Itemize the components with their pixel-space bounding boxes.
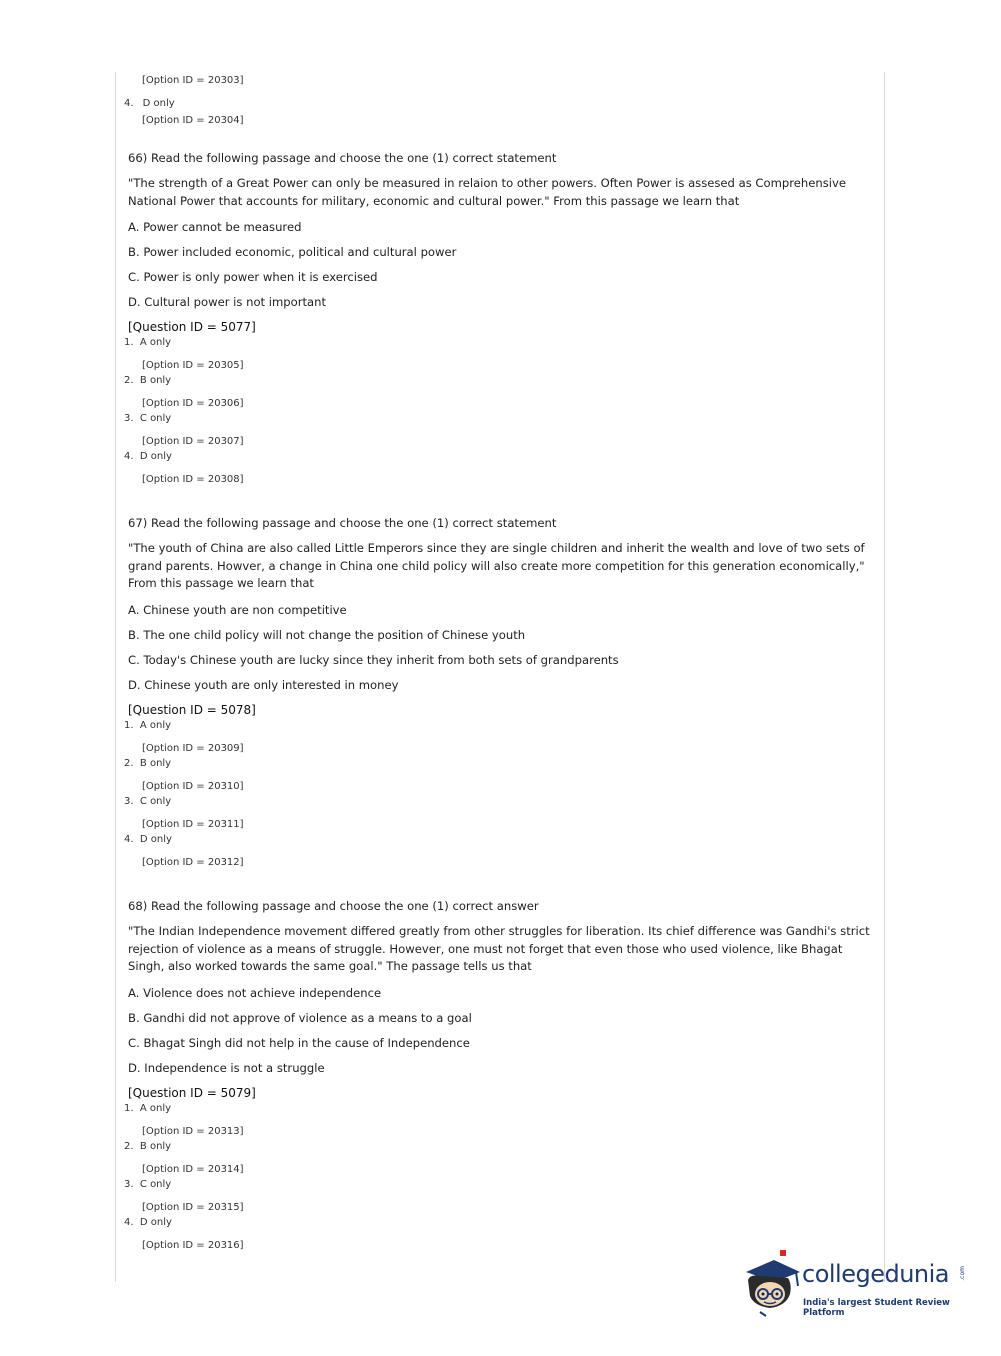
mascot-icon: [740, 1250, 804, 1320]
option-2: [124, 1140, 874, 1177]
question-passage: "The youth of China are also called Little Emperors since they are single children and inherit the wealth and love of two sets of grand parents. Howver, a change in China one child policy will also create more competition for this generation economically," From this passage we learn that: [128, 541, 865, 590]
option-label: C only: [139, 795, 172, 807]
question-id: [Question ID = 5079]: [128, 1085, 256, 1100]
statement-b: B. Power included economic, political and cultural power: [128, 245, 457, 259]
option-1: [124, 336, 874, 373]
option-3: [124, 1178, 874, 1215]
option-id: [Option ID = 20314]: [142, 1163, 244, 1175]
option-number: 3.: [124, 413, 134, 424]
question-title: 66) Read the following passage and choose the one (1) correct statement: [128, 151, 557, 165]
option-number: 2.: [124, 375, 134, 386]
statement-d: D. Chinese youth are only interested in money: [128, 677, 399, 692]
option-number: 3.: [124, 1178, 134, 1190]
question-66: [124, 150, 874, 487]
option-label: C only: [139, 1178, 172, 1190]
option-label: B only: [139, 1140, 172, 1152]
option-id: [Option ID = 20312]: [142, 856, 244, 868]
question-67: [124, 515, 874, 870]
statement-b: B. Gandhi did not approve of violence as a means to a goal: [128, 1010, 472, 1025]
option-number: 1.: [124, 337, 134, 348]
option-1: [124, 719, 874, 756]
option-label: A only: [139, 719, 172, 731]
option-3: [124, 412, 874, 449]
option-label: D only: [142, 98, 175, 109]
option-label: D only: [139, 1216, 172, 1228]
option-id: [Option ID = 20305]: [142, 360, 244, 371]
option-label: B only: [139, 757, 172, 769]
statement-a: A. Violence does not achieve independence: [128, 985, 382, 1000]
statement-c: C. Today's Chinese youth are lucky since they inherit from both sets of grandparents: [128, 652, 619, 667]
option-id: [Option ID = 20310]: [142, 780, 244, 792]
previous-last-option: [124, 91, 175, 111]
option-label: B only: [139, 375, 172, 386]
option-number: 1.: [124, 719, 134, 731]
question-id: [Question ID = 5077]: [128, 320, 256, 334]
option-4: [124, 450, 874, 487]
option-3: [124, 795, 874, 832]
option-number: 4.: [124, 833, 134, 845]
option-1: [124, 1102, 874, 1139]
option-number: 4.: [124, 451, 134, 462]
option-2: [124, 374, 874, 411]
option-4: [124, 833, 874, 870]
previous-last-option-id: [Option ID = 20304]: [142, 115, 244, 126]
option-label: A only: [139, 337, 172, 348]
option-number: 2.: [124, 757, 134, 769]
option-label: D only: [139, 833, 172, 845]
question-68: [124, 898, 874, 1253]
option-4: [124, 1216, 874, 1253]
option-id: [Option ID = 20313]: [142, 1125, 244, 1137]
right-margin-rule: [884, 72, 885, 1282]
option-2: [124, 757, 874, 794]
statement-c: C. Power is only power when it is exercised: [128, 270, 378, 284]
question-id: [Question ID = 5078]: [128, 702, 256, 717]
statement-c: C. Bhagat Singh did not help in the cause of Independence: [128, 1035, 470, 1050]
logo-tagline: India's largest Student Review Platform: [803, 1298, 950, 1318]
statement-d: D. Cultural power is not important: [128, 295, 327, 309]
question-passage: "The strength of a Great Power can only be measured in relaion to other powers. Often Power is assesed as Comprehensive National Power that accounts for military, economic and cultural power." From this passage we learn that: [128, 176, 847, 208]
collegedunia-logo[interactable]: [740, 1250, 970, 1320]
option-label: A only: [139, 1102, 172, 1114]
logo-wordmark: collegedunia: [802, 1260, 950, 1288]
option-number: 4.: [124, 98, 134, 109]
previous-option-id: [Option ID = 20303]: [142, 75, 244, 86]
option-id: [Option ID = 20311]: [142, 818, 244, 830]
option-number: 4.: [124, 1216, 134, 1228]
option-id: [Option ID = 20307]: [142, 436, 244, 447]
left-margin-rule: [115, 72, 116, 1282]
statement-b: B. The one child policy will not change the position of Chinese youth: [128, 627, 526, 642]
option-id: [Option ID = 20316]: [142, 1239, 244, 1251]
option-id: [Option ID = 20308]: [142, 474, 244, 485]
statement-a: A. Chinese youth are non competitive: [128, 602, 347, 617]
question-title: 67) Read the following passage and choose the one (1) correct statement: [128, 516, 557, 530]
option-id: [Option ID = 20306]: [142, 398, 244, 409]
option-id: [Option ID = 20309]: [142, 742, 244, 754]
statement-d: D. Independence is not a struggle: [128, 1060, 325, 1075]
statement-a: A. Power cannot be measured: [128, 220, 302, 234]
option-number: 2.: [124, 1140, 134, 1152]
question-title: 68) Read the following passage and choose the one (1) correct answer: [128, 899, 539, 913]
option-label: C only: [139, 413, 172, 424]
option-label: D only: [139, 451, 172, 462]
logo-suffix: .com: [959, 1266, 966, 1281]
option-number: 1.: [124, 1102, 134, 1114]
question-passage: "The Indian Independence movement differed greatly from other struggles for liberation. Its chief difference was Gandhi's strict rejection of violence as a means of struggle. However, one must not forget that even those who used violence, like Bhagat Singh, also worked towards the same goal." The passage tells us that: [128, 924, 870, 973]
option-id: [Option ID = 20315]: [142, 1201, 244, 1213]
option-number: 3.: [124, 795, 134, 807]
